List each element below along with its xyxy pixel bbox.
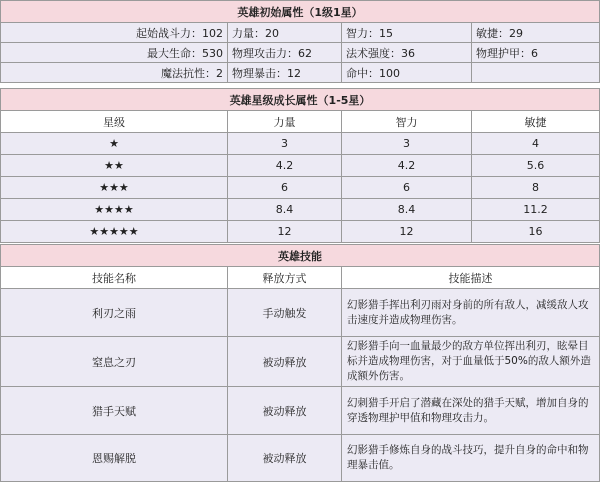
skill-cast-mode: 手动触发 (228, 289, 342, 337)
skill-row (1, 435, 600, 482)
agility-value: 5.6 (472, 155, 600, 177)
base-cell: 魔法抗性：2 (1, 63, 228, 83)
strength-value: 8.4 (228, 199, 342, 221)
skills-table (0, 244, 600, 482)
intelligence-value: 6 (342, 177, 472, 199)
growth-row (1, 177, 600, 199)
intelligence-value: 8.4 (342, 199, 472, 221)
base-cell: 最大生命：530 (1, 43, 228, 63)
base-cell: 敏捷：29 (472, 23, 600, 43)
star-rating: ★ (1, 133, 228, 155)
growth-attributes-table (0, 88, 600, 243)
skill-row (1, 387, 600, 435)
skills-title: 英雄技能 (1, 245, 600, 267)
growth-header-row (1, 111, 600, 133)
base-cell: 物理暴击：12 (228, 63, 342, 83)
skill-name: 利刃之雨 (1, 289, 228, 337)
base-attributes-table (0, 0, 600, 83)
header-star-level: 星级 (1, 111, 228, 133)
growth-row (1, 199, 600, 221)
growth-attributes-title: 英雄星级成长属性（1-5星） (1, 89, 600, 111)
star-rating: ★★★★ (1, 199, 228, 221)
skill-description: 幻影猎手向一血量最少的敌方单位挥出利刃，眩晕目标并造成物理伤害，对于血量低于50%的敌人额外造成额外伤害。 (342, 337, 600, 387)
skill-description: 幻影猎手修炼自身的战斗技巧，提升自身的命中和物理暴击值。 (342, 435, 600, 482)
skill-description: 幻刺猎手开启了潜藏在深处的猎手天赋，增加自身的穿透物理护甲值和物理攻击力。 (342, 387, 600, 435)
star-rating: ★★★ (1, 177, 228, 199)
skill-row (1, 337, 600, 387)
strength-value: 3 (228, 133, 342, 155)
base-cell: 物理攻击力：62 (228, 43, 342, 63)
skill-cast-mode: 被动释放 (228, 435, 342, 482)
skill-name: 恩赐解脱 (1, 435, 228, 482)
header-skill-description: 技能描述 (342, 267, 600, 289)
star-rating: ★★★★★ (1, 221, 228, 243)
base-cell (472, 63, 600, 83)
base-cell: 起始战斗力：102 (1, 23, 228, 43)
strength-value: 4.2 (228, 155, 342, 177)
intelligence-value: 12 (342, 221, 472, 243)
skill-row (1, 289, 600, 337)
base-attributes-title: 英雄初始属性（1级1星） (1, 1, 600, 23)
agility-value: 8 (472, 177, 600, 199)
base-cell: 命中：100 (342, 63, 472, 83)
header-intelligence: 智力 (342, 111, 472, 133)
skill-description: 幻影猎手挥出利刃雨对身前的所有敌人，减缓敌人攻击速度并造成物理伤害。 (342, 289, 600, 337)
base-row (1, 63, 600, 83)
skill-name: 窒息之刃 (1, 337, 228, 387)
agility-value: 11.2 (472, 199, 600, 221)
skill-cast-mode: 被动释放 (228, 387, 342, 435)
base-cell: 法术强度：36 (342, 43, 472, 63)
base-cell: 物理护甲：6 (472, 43, 600, 63)
intelligence-value: 4.2 (342, 155, 472, 177)
strength-value: 12 (228, 221, 342, 243)
base-cell: 力量：20 (228, 23, 342, 43)
base-row (1, 23, 600, 43)
strength-value: 6 (228, 177, 342, 199)
skill-name: 猎手天赋 (1, 387, 228, 435)
agility-value: 16 (472, 221, 600, 243)
agility-value: 4 (472, 133, 600, 155)
base-cell: 智力：15 (342, 23, 472, 43)
intelligence-value: 3 (342, 133, 472, 155)
growth-row (1, 133, 600, 155)
base-row (1, 43, 600, 63)
star-rating: ★★ (1, 155, 228, 177)
growth-row (1, 221, 600, 243)
growth-row (1, 155, 600, 177)
header-skill-name: 技能名称 (1, 267, 228, 289)
skill-cast-mode: 被动释放 (228, 337, 342, 387)
header-agility: 敏捷 (472, 111, 600, 133)
header-strength: 力量 (228, 111, 342, 133)
header-cast-mode: 释放方式 (228, 267, 342, 289)
skills-header-row (1, 267, 600, 289)
